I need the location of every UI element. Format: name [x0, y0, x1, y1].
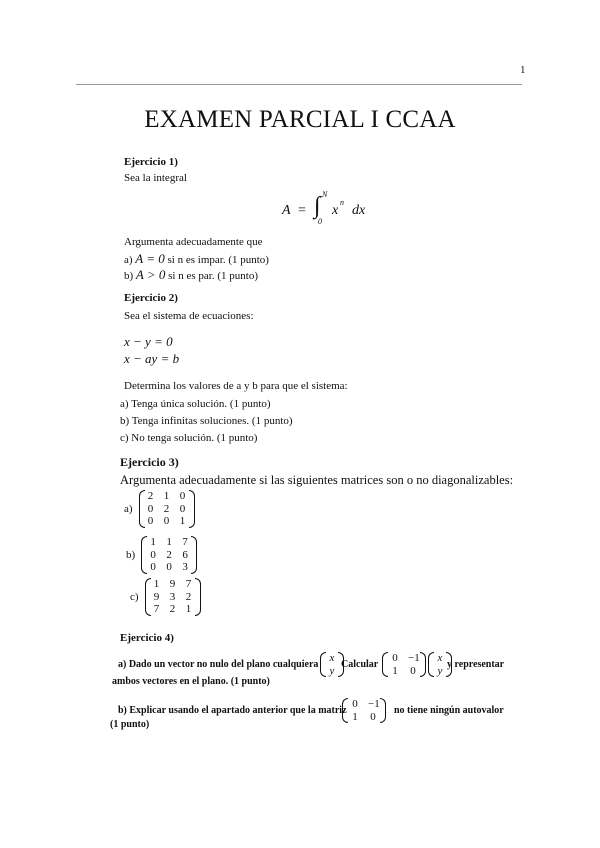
ej2-item-b: b) Tenga infinitas soluciones. (1 punto) — [120, 415, 293, 427]
integral-sign: ∫ — [314, 193, 321, 219]
ej4-b-pre: b) Explicar usando el apartado anterior que la matriz — [118, 705, 347, 716]
matrix-rotation-b: 0 −1 1 0 — [342, 698, 386, 723]
ej4-a-pre: a) Dado un vector no nulo del plano cualquiera — [118, 659, 319, 670]
ej2-intro: Sea el sistema de ecuaciones: — [124, 310, 254, 322]
ej1-argue: Argumenta adecuadamente que — [124, 236, 263, 248]
ej4-a-post: y representar — [447, 659, 505, 670]
matrix-b: b) 1 1 7 0 2 6 0 0 3 — [126, 536, 197, 574]
matrix-c-label: c) — [130, 590, 139, 603]
matrix-a: a) 2 1 0 0 2 0 0 0 1 — [124, 490, 195, 528]
ej2-heading: Ejercicio 2) — [124, 292, 178, 304]
page-title: EXAMEN PARCIAL I CCAA — [144, 106, 456, 133]
vector-xy-b: x y — [428, 652, 452, 677]
ej2-equation-2: x − ay = b — [124, 351, 180, 366]
header-rule — [76, 84, 522, 85]
ej4-b-post: no tiene ningún autovalor — [394, 705, 504, 716]
ej1-item-b: b) A > 0 si n es par. (1 punto) — [124, 267, 258, 282]
ej3-intro: Argumenta adecuadamente si las siguientes matrices son o no diagonalizables: — [120, 473, 514, 487]
ej4-heading: Ejercicio 4) — [120, 632, 174, 644]
ej2-item-a: a) Tenga única solución. (1 punto) — [120, 398, 271, 410]
matrix-rotation-a: 0 −1 1 0 — [382, 652, 426, 677]
page-number: 1 — [520, 64, 526, 76]
matrix-c: c) 1 9 7 9 3 2 7 2 1 — [130, 578, 201, 616]
ej2-determine: Determina los valores de a y b para que el sistema: — [124, 380, 348, 392]
ej3-heading: Ejercicio 3) — [120, 455, 179, 469]
matrix-b-label: b) — [126, 548, 136, 561]
ej1-item-a: a) A = 0 si n es impar. (1 punto) — [124, 251, 269, 266]
ej2-equation-1: x − y = 0 — [124, 334, 173, 349]
ej1-intro: Sea la integral — [124, 172, 187, 184]
ej4-a-line2: ambos vectores en el plano. (1 punto) — [112, 676, 270, 687]
matrix-a-label: a) — [124, 502, 133, 515]
vector-xy-a: x y — [320, 652, 344, 677]
ej4-a-mid: Calcular — [341, 659, 379, 670]
ej4-b-line2: (1 punto) — [110, 719, 150, 730]
ej2-item-c: c) No tenga solución. (1 punto) — [120, 432, 258, 444]
ej1-heading: Ejercicio 1) — [124, 156, 178, 168]
